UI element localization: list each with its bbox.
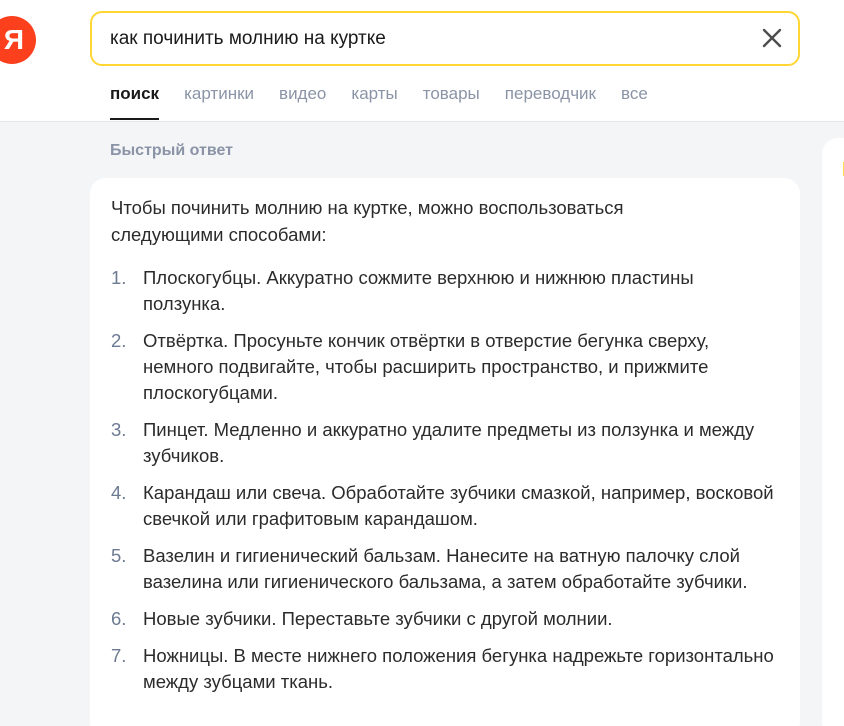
tab-maps[interactable]: карты <box>351 84 398 103</box>
step-number: 7. <box>111 645 127 666</box>
list-item <box>111 643 778 695</box>
tab-products[interactable]: товары <box>422 84 480 103</box>
step-number: 4. <box>111 482 127 503</box>
answer-steps-list <box>111 265 778 695</box>
search-box[interactable] <box>90 11 800 66</box>
step-text: Ножницы. В месте нижнего положения бегунка надрежьте горизонтально между зубцами ткань. <box>143 645 774 692</box>
side-panel-card <box>822 138 844 726</box>
step-text: Плоскогубцы. Аккуратно сожмите верхнюю и нижнюю пластины ползунка. <box>143 267 694 314</box>
list-item <box>111 480 778 532</box>
step-text: Отвёртка. Просуньте кончик отвёртки в отверстие бегунка сверху, немного подвигайте, чтобы расширить пространство, и прижмите плоскогубцами. <box>143 330 710 403</box>
answer-intro: Чтобы починить молнию на куртке, можно воспользоваться следующими способами: <box>111 197 624 245</box>
step-text: Вазелин и гигиенический бальзам. Нанесите на ватную палочку слой вазелина или гигиенического бальзама, а затем обработайте зубчики. <box>143 545 748 592</box>
step-number: 1. <box>111 267 127 288</box>
list-item <box>111 543 778 595</box>
quick-answer-card <box>90 178 800 726</box>
tab-all[interactable]: все <box>620 84 648 103</box>
quick-answer-label: Быстрый ответ <box>110 142 233 159</box>
tab-search[interactable]: поиск <box>110 82 159 120</box>
list-item <box>111 328 778 406</box>
tab-video[interactable]: видео <box>279 84 327 103</box>
header <box>0 0 844 122</box>
search-input[interactable] <box>110 13 730 64</box>
step-number: 3. <box>111 419 127 440</box>
list-item <box>111 606 778 632</box>
step-text: Пинцет. Медленно и аккуратно удалите предметы из ползунка и между зубчиков. <box>143 419 755 466</box>
step-number: 5. <box>111 545 127 566</box>
step-number: 2. <box>111 330 127 351</box>
list-item <box>111 417 778 469</box>
step-number: 6. <box>111 608 127 629</box>
step-text: Новые зубчики. Переставьте зубчики с другой молнии. <box>143 608 613 629</box>
tab-translator[interactable]: переводчик <box>504 84 596 103</box>
close-icon[interactable] <box>760 26 784 50</box>
step-text: Карандаш или свеча. Обработайте зубчики смазкой, например, восковой свечкой или графитовым карандашом. <box>143 482 774 529</box>
tab-images[interactable]: картинки <box>184 84 255 103</box>
list-item <box>111 265 778 317</box>
search-tabs <box>110 82 673 122</box>
yandex-logo[interactable]: Я <box>0 16 36 64</box>
